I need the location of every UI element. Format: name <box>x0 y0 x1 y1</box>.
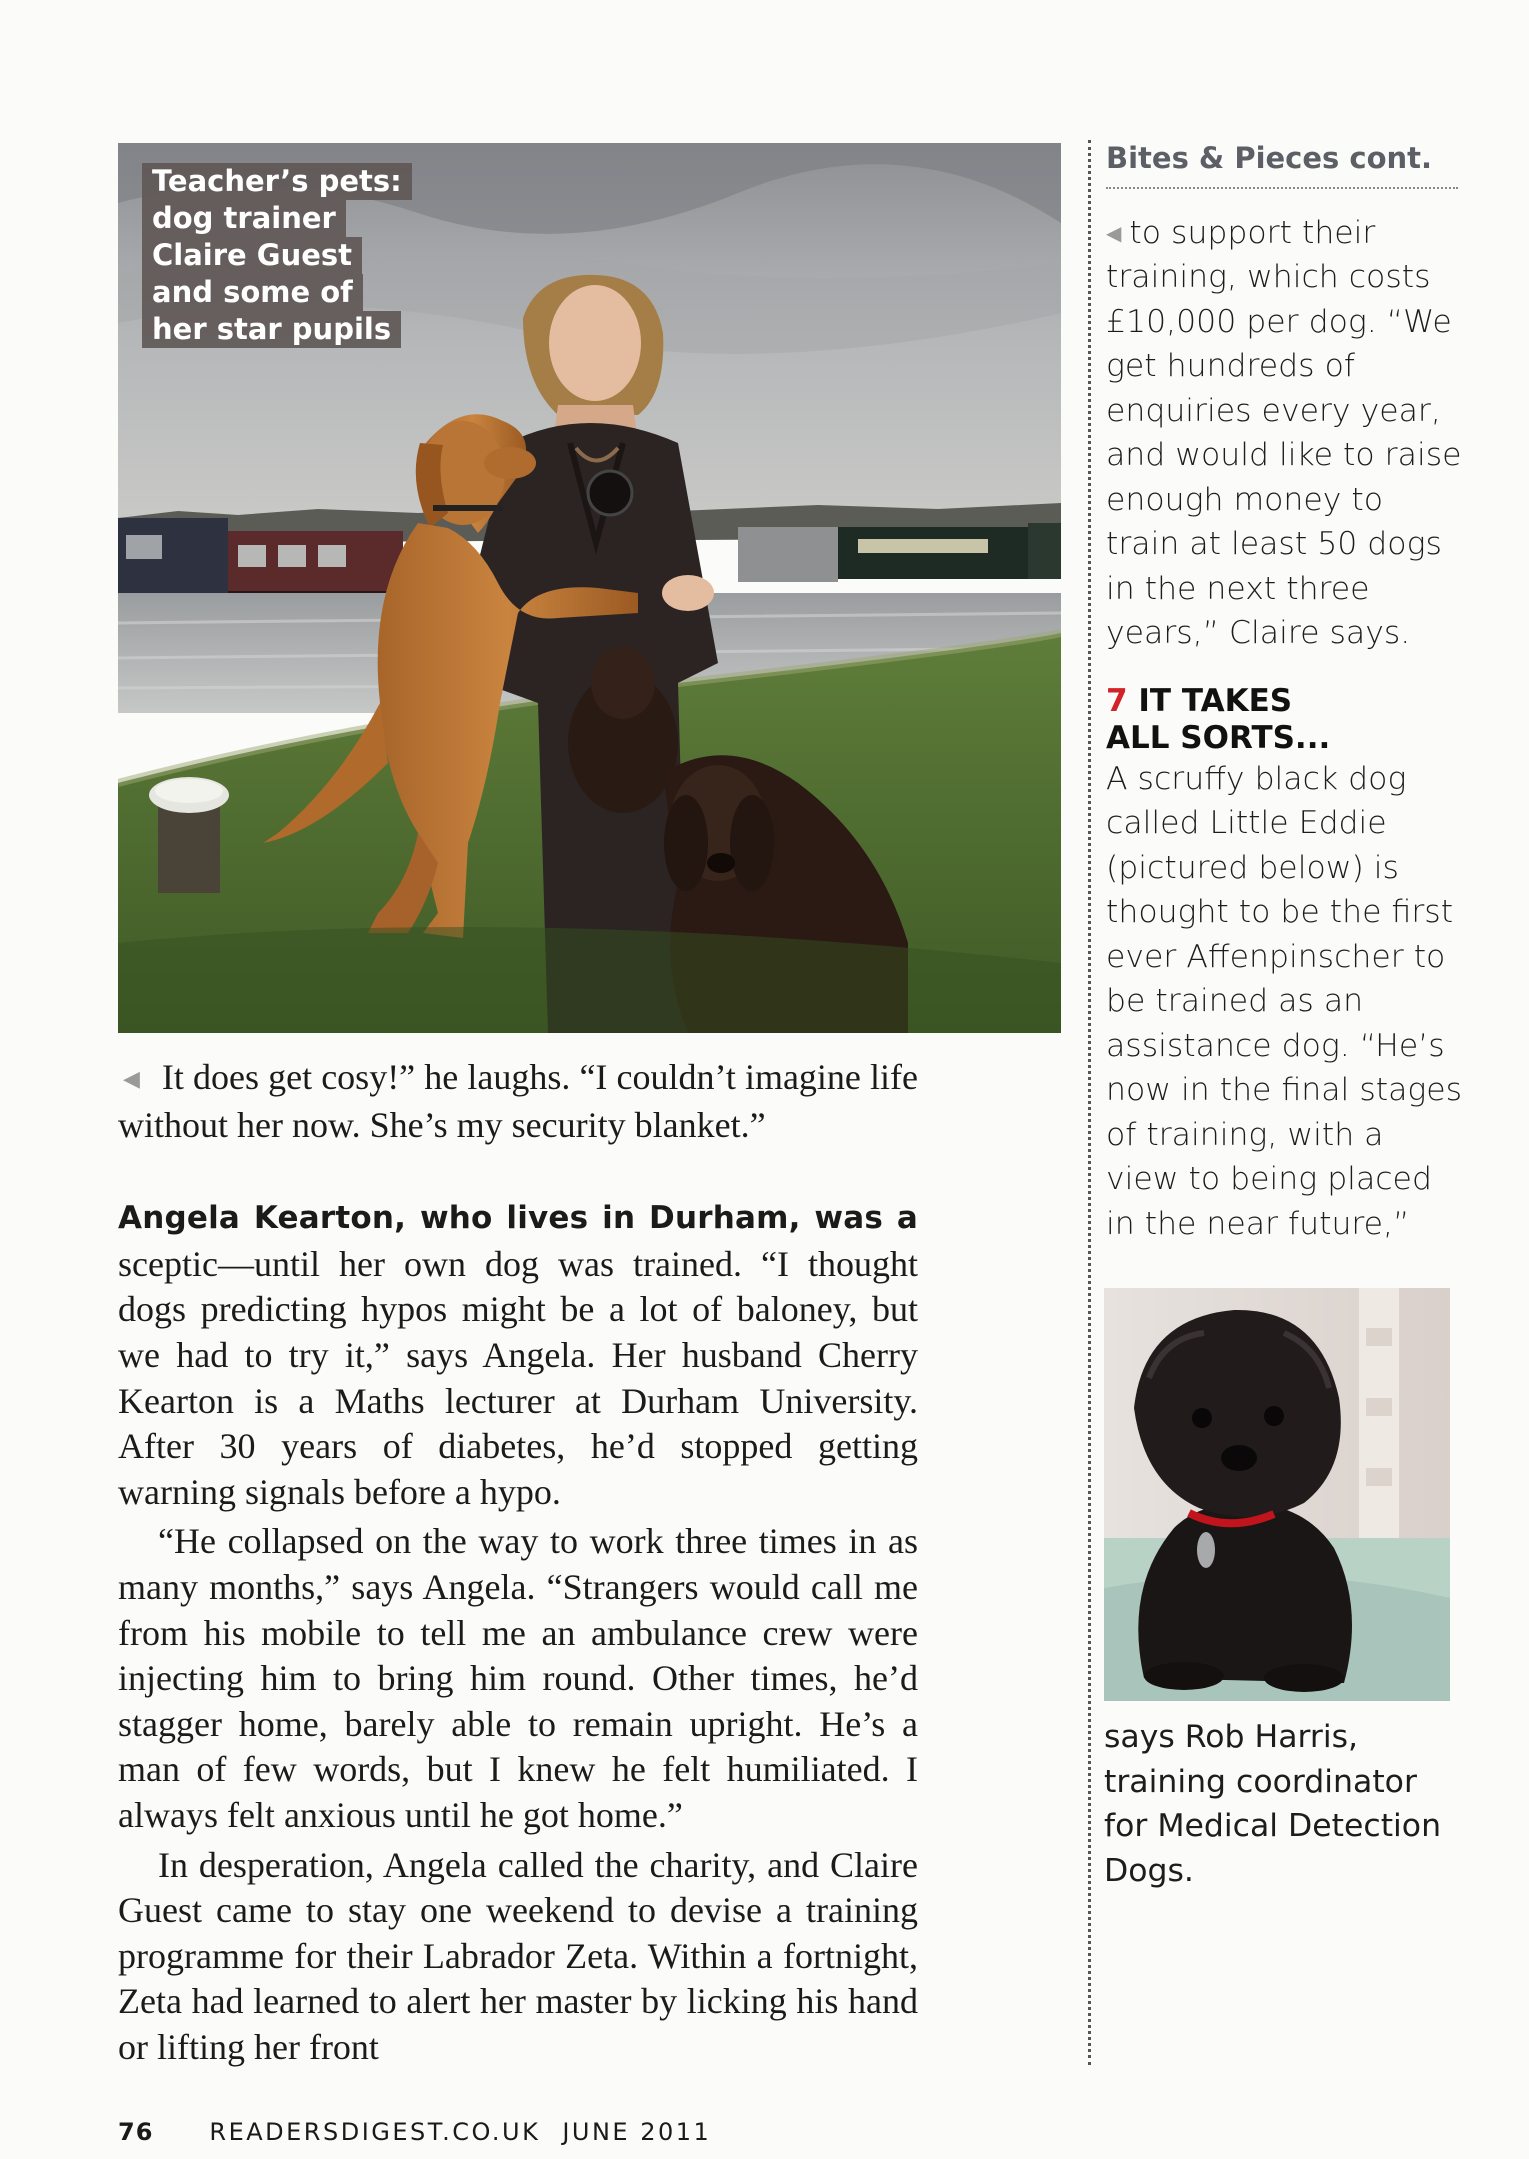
sidebar-heading: Bites & Pieces cont. <box>1106 136 1458 189</box>
caption-line: and some of <box>142 274 363 311</box>
photo-credit-text: says Rob Harris, training coordinator for Medical Detection Dogs. <box>1104 1719 1442 1889</box>
photo-illustration-small <box>1104 1288 1450 1701</box>
section-text: A scruffy black dog called Little Eddie (pictured below) is thought to be the first ever Affenpinscher to be trained as an assistance dog. “He’s now in the final stages of training, with a view to being placed in the near future,” <box>1106 760 1463 1242</box>
footer-issue: JUNE 2011 <box>562 2118 712 2146</box>
caption-line: Teacher’s pets: <box>142 163 412 200</box>
paragraph-1-text: sceptic—until her own dog was trained. “I thought dogs predicting hypos might be a lot of baloney, but we had to try it,” says Angela. Her husband Cherry Kearton is a Maths lecturer at Durham University. After 30 years of diabetes, he’d stopped getting warning signals before a hypo. <box>118 1243 918 1512</box>
sidebar-divider <box>1088 140 1091 2065</box>
sidebar <box>1106 136 1466 1246</box>
caption-line: Claire Guest <box>142 237 362 274</box>
paragraph-1 <box>118 1194 918 1515</box>
section-title-line-2: ALL SORTS... <box>1106 719 1331 756</box>
photo-caption <box>142 163 412 348</box>
caption-line: dog trainer <box>142 200 346 237</box>
continued-arrow-icon: ◀ <box>123 1067 140 1092</box>
article-body <box>118 1055 918 2070</box>
page-footer <box>118 2118 711 2146</box>
section-heading <box>1106 683 1466 757</box>
caption-line: her star pupils <box>142 311 401 348</box>
paragraph-3: In desperation, Angela called the charity, and Claire Guest came to stay one weekend to devise a training programme for their Labrador Zeta. Within a fortnight, Zeta had learned to alert her master by licking his hand or lifting her front <box>118 1844 918 2067</box>
section-number: 7 <box>1106 682 1128 719</box>
continued-arrow-icon: ◀ <box>1106 220 1122 245</box>
section-title-line-1: IT TAKES <box>1138 682 1293 719</box>
continuation-paragraph <box>118 1055 918 1148</box>
main-photo-trainer-with-dogs <box>118 143 1061 1033</box>
lead-in-text: Angela Kearton, who lives in Durham, was a <box>118 1200 918 1237</box>
photo-little-eddie <box>1104 1288 1450 1701</box>
page-number: 76 <box>118 2118 154 2146</box>
sidebar-intro <box>1106 211 1466 656</box>
continuation-text: It does get cosy!” he laughs. “I couldn’t imagine life without her now. She’s my security blanket.” <box>118 1057 918 1145</box>
paragraph-2: “He collapsed on the way to work three times in as many months,” says Angela. “Strangers would call me from his mobile to tell me an ambulance crew were injecting him to bring him round. Other times, he’d stagger home, barely able to remain upright. He’s a man of few words, but I knew he felt humiliated. I always felt anxious until he got home.” <box>118 1521 918 1835</box>
footer-site: READERSDIGEST.CO.UK <box>209 2118 541 2146</box>
sidebar-intro-text: to support their training, which costs £10,000 per dog. “We get hundreds of enquiries every year, and would like to raise enough money to train at least 50 dogs in the next three years,” Claire says. <box>1106 214 1462 651</box>
